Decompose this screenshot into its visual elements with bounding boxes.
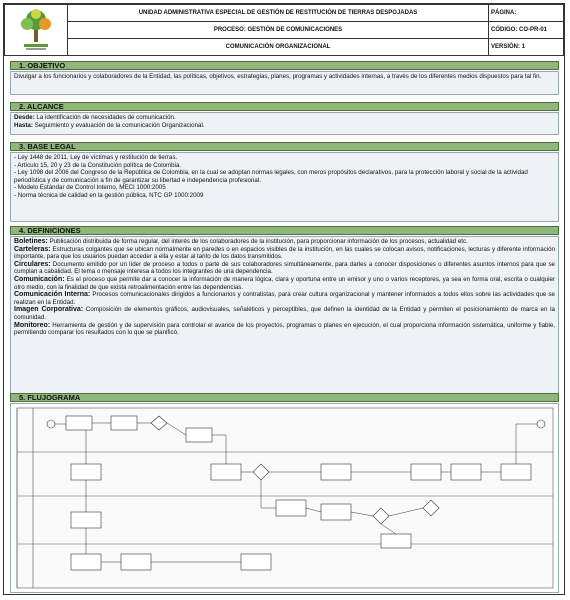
section-title-alcance: 2. ALCANCE [10,102,559,111]
document-header [4,4,564,56]
header-process: PROCESO: GESTIÓN DE COMUNICACIONES [68,21,489,38]
objetivo-text: Divulgar a los funcionarios y colaboradores de la Entidad, las políticas, objetivos, estrategias, planes, programas y actividades internas, a través de los diferentes medios dispuestos para tal fin. [14,73,542,80]
definition-text: Procesos comunicacionales dirigidos a funcionarios y contratistas, para crear cultura organizacional y mantener informados a todos ellos sobre las actividades que se realizan en la Entidad. [14,291,555,306]
definition-text: Estructuras colgantes que se ubican normalmente en paredes o en espacios visibles de la institución, en las cuales se colocan avisos, notificaciones, lecturas y diferente información importante, para que los usuarios puedan acceder a ella y estar al tanto de los datos transmitidos. [14,245,555,261]
definition-item [14,261,555,276]
header-title: UNIDAD ADMINISTRATIVA ESPECIAL DE GESTIÓN DE RESTITUCIÓN DE TIERRAS DESPOJADAS [68,5,489,22]
desde-label: Desde: [14,114,35,121]
definition-text: Es el proceso que permite dar a conocer la información de manera lógica, clara y oportuna entre un emisor y uno o varios receptores, ya sea en forma oral, escrita o cualquier otro medio, con la finalidad de que exista retroalimentación entre las dependencias. [14,275,555,291]
definition-item [14,322,555,337]
definition-term: Imagen Corporativa: [14,306,84,314]
base-legal-item: - Ley 1448 de 2011. Ley de víctimas y restitución de tierras. [14,154,178,161]
flowchart [10,403,559,593]
definition-text: Publicación distribuida de forma regular, del interés de los colaboradores de la institución, para proporcionar información de los procesos, actualidad etc. [47,238,468,245]
header-document-name: COMUNICACIÓN ORGANIZACIONAL [68,38,489,55]
section-title-base-legal: 3. BASE LEGAL [10,142,559,151]
section-body-objetivo [10,71,559,95]
base-legal-item: - Norma técnica de calidad en la gestión pública, NTC GP 1000:2009 [14,191,204,199]
definition-item [14,306,555,321]
hasta-label: Hasta: [14,121,33,129]
definition-item [14,238,555,246]
definition-item [14,291,555,306]
hasta-text: Seguimiento y evaluación de la comunicación Organizacional. [34,121,205,129]
procedure-document [3,3,565,595]
definition-text: Documento emitido por un líder de proceso a todos o parte de sus colaboradores simultáneamente, para darles a conocer disposiciones o diferentes asuntos internos para que se cumplan a cabalidad. El tema o mensaje interesa a todos los integrantes de una dependencia. [14,260,555,276]
section-body-definiciones [10,236,559,394]
definition-term: Monitoreo: [14,321,51,329]
definition-term: Circulares: [14,260,51,268]
flowchart-diagram [11,404,558,592]
section-body-alcance [10,112,559,135]
base-legal-item: - Artículo 15, 20 y 23 de la Constitución política de Colombia. [14,161,182,169]
tree-logo-icon [16,6,56,52]
desde-text: La identificación de necesidades de comunicación. [36,114,176,121]
document-version: VERSIÓN: 1 [489,38,564,55]
page-label: PÁGINA: [489,5,564,22]
base-legal-item: - Modelo Estándar de Control Interno, MECI 1000:2005 [14,184,166,192]
section-body-base-legal [10,152,559,222]
definition-term: Comunicación Interna: [14,291,91,299]
definition-item [14,276,555,291]
section-title-flujograma: 5. FLUJOGRAMA [10,393,559,402]
definition-term: Comunicación: [14,275,65,283]
base-legal-item: - Ley 1098 del 2006 del Congreso de la República de Colombia, en la cual se adoptan normas legales, con meros propósitos declarativos, para la protección laboral y social de la actividad periodística y de comunicación a fin de garantizar su libertad e independencia profesional. [14,169,528,184]
definition-term: Boletines: [14,238,48,245]
section-title-definiciones: 4. DEFINICIONES [10,226,559,235]
section-title-objetivo: 1. OBJETIVO [10,61,559,70]
definition-text: Composición de elementos gráficos, audiovisuales, señaléticos y perceptibles, que definen la identidad de la Entidad y permiten el posicionamiento de marca en la comunidad. [14,306,555,321]
definition-term: Carteleras: [14,245,51,253]
document-code: CÓDIGO: CO-PR-01 [489,21,564,38]
definition-text: Herramienta de gestión y de supervisión para controlar el avance de los proyectos, programas o planes en ejecución, el cual proporciona información sistemática, uniforme y fiable, permitiendo comparar los resultados con lo que se planificó. [14,321,555,337]
entity-logo [5,5,68,56]
definition-item [14,246,555,261]
